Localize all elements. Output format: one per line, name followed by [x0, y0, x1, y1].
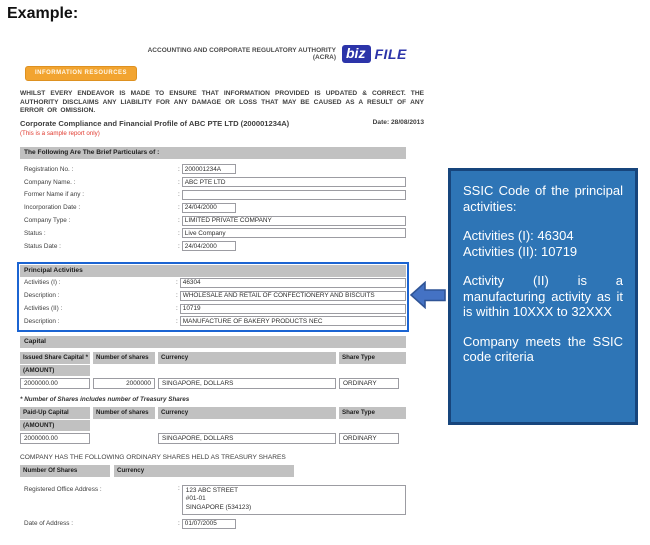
field-colon: :: [178, 217, 180, 225]
example-heading: Example:: [7, 5, 79, 22]
field-row-registration-no: [20, 163, 406, 176]
annotation-activity-1: Activities (I): 46304: [463, 228, 574, 243]
address-line-2: #01-01: [185, 495, 206, 503]
column-header: Currency: [114, 465, 294, 477]
address-line-3: SINGAPORE (534123): [185, 503, 252, 511]
principal-activities-highlight-box: [17, 262, 409, 332]
field-label: Incorporation Date :: [24, 204, 81, 212]
bizfile-logo: [342, 45, 407, 63]
field-colon: :: [178, 242, 180, 250]
field-row-description-1: [20, 289, 406, 302]
bizfile-logo-file: FILE: [374, 46, 407, 62]
address-date-row: [20, 518, 406, 531]
field-colon: :: [178, 178, 180, 186]
address-date-input[interactable]: 01/07/2005: [182, 519, 236, 529]
column-header: Currency: [158, 407, 336, 419]
status-date-input[interactable]: 24/04/2000: [182, 241, 236, 251]
field-label: Status :: [24, 229, 46, 237]
field-colon: :: [178, 191, 180, 199]
field-colon: :: [176, 305, 178, 313]
former-name-input[interactable]: [182, 190, 406, 200]
issued-share-type-input[interactable]: ORDINARY: [339, 378, 399, 389]
information-resources-button[interactable]: INFORMATION RESOURCES: [25, 66, 137, 81]
field-colon: :: [176, 317, 178, 325]
annotation-activity-2: Activities (II): 10719: [463, 243, 578, 259]
field-label: Activities (I) :: [24, 279, 61, 287]
ssic-annotation-callout: [448, 168, 638, 425]
disclaimer-text: WHILST EVERY ENDEAVOR IS MADE TO ENSURE THAT INFORMATION PROVIDED IS UPDATED & CORRECT. THE AUTHORITY DISCLAIMS ANY LIABILITY FOR ANY DAMAGE OR LOSS THAT MAY BE CAUSED AS A RESULT OF ANY ERROR OR OMISSION.: [20, 90, 424, 115]
field-colon: :: [178, 520, 180, 528]
authority-name: ACCOUNTING AND CORPORATE REGULATORY AUTHORITY: [147, 47, 336, 54]
registered-address-input[interactable]: [182, 485, 406, 515]
field-label: Company Type :: [24, 217, 71, 225]
field-colon: :: [178, 229, 180, 237]
issued-currency-input[interactable]: SINGAPORE, DOLLARS: [158, 378, 336, 389]
treasury-statement: COMPANY HAS THE FOLLOWING ORDINARY SHARES HELD AS TREASURY SHARES: [20, 453, 286, 461]
paidup-amount-input[interactable]: 2000000.00: [20, 433, 90, 444]
annotation-paragraph: Company meets the SSIC code criteria: [463, 333, 623, 364]
address-line-1: 123 ABC STREET: [185, 486, 238, 494]
field-colon: :: [176, 292, 178, 300]
annotation-activities-block: [463, 228, 623, 259]
field-label: Former Name if any :: [24, 191, 85, 199]
field-row-company-type: [20, 214, 406, 227]
field-label: Status Date :: [24, 242, 61, 250]
field-label: Registration No. :: [24, 165, 74, 173]
field-row-status-date: [20, 240, 406, 253]
treasury-shares-note: * Number of Shares includes number of Treasury Shares: [20, 395, 190, 403]
field-label: Registered Office Address :: [24, 485, 102, 493]
field-row-description-2: [20, 315, 406, 328]
particulars-fields: [20, 163, 406, 253]
principal-activities-header: Principal Activities: [20, 265, 406, 277]
authority-header: [140, 47, 336, 61]
activities-2-input[interactable]: 10719: [180, 304, 406, 314]
column-header: Number of shares: [93, 352, 155, 364]
authority-abbr: (ACRA): [312, 54, 336, 61]
capital-section-header: Capital: [20, 336, 406, 348]
field-row-status: [20, 227, 406, 240]
company-type-input[interactable]: LIMITED PRIVATE COMPANY: [182, 216, 406, 226]
sample-report-note: (This is a sample report only): [20, 130, 100, 137]
issued-amount-input[interactable]: 2000000.00: [20, 378, 90, 389]
company-name-input[interactable]: ABC PTE LTD: [182, 177, 406, 187]
field-colon: :: [178, 165, 180, 173]
field-label: Date of Address :: [24, 520, 74, 528]
field-label: Description :: [24, 292, 60, 300]
treasury-header-row: [20, 465, 406, 477]
field-row-company-name: [20, 176, 406, 189]
paidup-shares-cell: [93, 433, 155, 444]
field-row-activities-2: [20, 302, 406, 315]
report-title-row: [20, 119, 424, 128]
annotation-paragraph: SSIC Code of the principal activities:: [463, 183, 623, 214]
description-1-input[interactable]: WHOLESALE AND RETAIL OF CONFECTIONERY AND BISCUITS: [180, 291, 406, 301]
field-colon: :: [178, 204, 180, 212]
activities-1-input[interactable]: 46304: [180, 278, 406, 288]
particulars-section-header: The Following Are The Brief Particulars of :: [20, 147, 406, 159]
report-date: Date: 28/08/2013: [372, 119, 424, 126]
field-label: Company Name. :: [24, 178, 76, 186]
report-document: [20, 147, 406, 530]
column-header: Share Type: [339, 352, 406, 364]
paidup-share-type-input[interactable]: ORDINARY: [339, 433, 399, 444]
paidup-amount-label: (AMOUNT): [20, 420, 90, 431]
paidup-capital-value-row: [20, 433, 406, 444]
field-row-incorporation-date: [20, 201, 406, 214]
column-header: Share Type: [339, 407, 406, 419]
field-row-former-name: [20, 189, 406, 202]
registered-address-row: [20, 485, 406, 515]
status-input[interactable]: Live Company: [182, 228, 406, 238]
field-row-activities-1: [20, 277, 406, 290]
issued-amount-label: (AMOUNT): [20, 365, 90, 376]
field-label: Activities (II) :: [24, 305, 63, 313]
field-colon: :: [176, 279, 178, 287]
report-title: Corporate Compliance and Financial Profile of ABC PTE LTD (200001234A): [20, 119, 290, 128]
incorporation-date-input[interactable]: 24/04/2000: [182, 203, 236, 213]
issued-capital-header-row: [20, 352, 406, 364]
bizfile-logo-biz: biz: [342, 45, 371, 63]
column-header: Currency: [158, 352, 336, 364]
field-colon: :: [178, 484, 180, 492]
column-header: Number Of Shares: [20, 465, 110, 477]
paidup-currency-input[interactable]: SINGAPORE, DOLLARS: [158, 433, 336, 444]
column-header: Issued Share Capital *: [20, 352, 90, 364]
description-2-input[interactable]: MANUFACTURE OF BAKERY PRODUCTS NEC: [180, 316, 406, 326]
field-label: Description :: [24, 317, 60, 325]
issued-shares-input[interactable]: 2000000: [93, 378, 155, 389]
callout-arrow-icon: [410, 281, 446, 309]
registration-no-input[interactable]: 200001234A: [182, 164, 236, 174]
paidup-capital-header-row: [20, 407, 406, 419]
issued-capital-value-row: [20, 378, 406, 389]
annotation-paragraph: Activity (II) is a manufacturing activity as it is within 10XXX to 32XXX: [463, 273, 623, 319]
column-header: Paid-Up Capital: [20, 407, 90, 419]
column-header: Number of shares: [93, 407, 155, 419]
